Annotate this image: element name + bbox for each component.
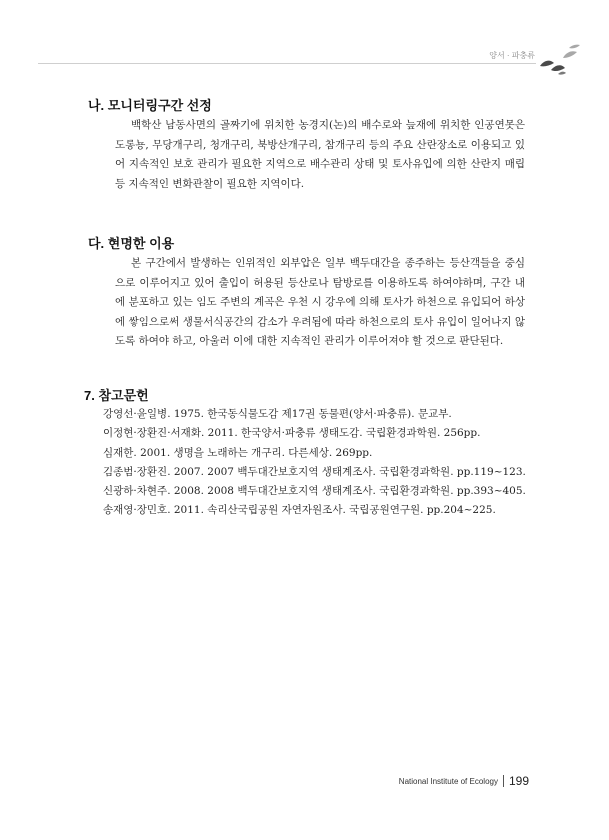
footer-divider bbox=[503, 775, 504, 787]
leaf-ornament-icon bbox=[536, 44, 586, 78]
footer-publisher: National Institute of Ecology bbox=[398, 776, 498, 786]
reference-item: 신광하·차현주. 2008. 2008 백두대간보호지역 생태계조사. 국립환경과학원. pp.393~405. bbox=[103, 485, 526, 498]
reference-item: 송재영·장민호. 2011. 속리산국립공원 자연자원조사. 국립공원연구원. pp.204~225. bbox=[103, 504, 496, 517]
reference-item: 심재한. 2001. 생명을 노래하는 개구리. 다른세상. 269pp. bbox=[103, 446, 373, 459]
page-footer bbox=[399, 774, 529, 788]
section-heading-references: 7. 참고문헌 bbox=[84, 388, 149, 403]
wise-use-paragraph: 본 구간에서 발생하는 인위적인 외부압은 일부 백두대간을 종주하는 등산객들을 중심으로 이루어지고 있어 출입이 허용된 등산로나 탐방로를 이용하도록 하여야하며, 구간 내에 분포하고 있는 임도 주변의 계곡은 우천 시 강우에 의해 토사가 하천으로 유입되어 하상에 쌓임으로써 생물서식공간의 감소가 우려됨에 따라 하천으로의 토사 유입이 일어나지 않도록 하여야 하고, 아울러 이에 대한 지속적인 관리가 이루어져야 할 것으로 판단된다. bbox=[115, 257, 525, 347]
page-number: 199 bbox=[508, 774, 529, 788]
section-heading-wise-use: 다. 현명한 이용 bbox=[88, 236, 175, 251]
reference-item: 강영선·윤일병. 1975. 한국동식물도감 제17권 동물편(양서·파충류). 문교부. bbox=[103, 408, 452, 420]
page-header bbox=[0, 0, 609, 80]
section-heading-monitoring: 나. 모니터링구간 선정 bbox=[88, 98, 212, 113]
reference-item: 김종범·장환진. 2007. 2007 백두대간보호지역 생태계조사. 국립환경과학원. pp.119~123. bbox=[103, 465, 526, 478]
header-rule bbox=[38, 63, 536, 64]
reference-list bbox=[103, 405, 531, 521]
monitoring-paragraph: 백학산 남동사면의 골짜기에 위치한 농경지(논)의 배수로와 늪재에 위치한 인공연못은 도롱뇽, 무당개구리, 청개구리, 북방산개구리, 참개구리 등의 주요 산란장소로 이용되고 있어 지속적인 보호 관리가 필요한 지역으로 배수관리 상태 및 토사유입에 의한 산란지 매립 등 지속적인 변화관찰이 필요한 지역이다. bbox=[115, 119, 525, 190]
reference-item: 이정현·장환진·서재화. 2011. 한국양서·파충류 생태도감. 국립환경과학원. 256pp. bbox=[103, 427, 481, 440]
running-header-label: 양서 · 파충류 bbox=[489, 51, 535, 60]
